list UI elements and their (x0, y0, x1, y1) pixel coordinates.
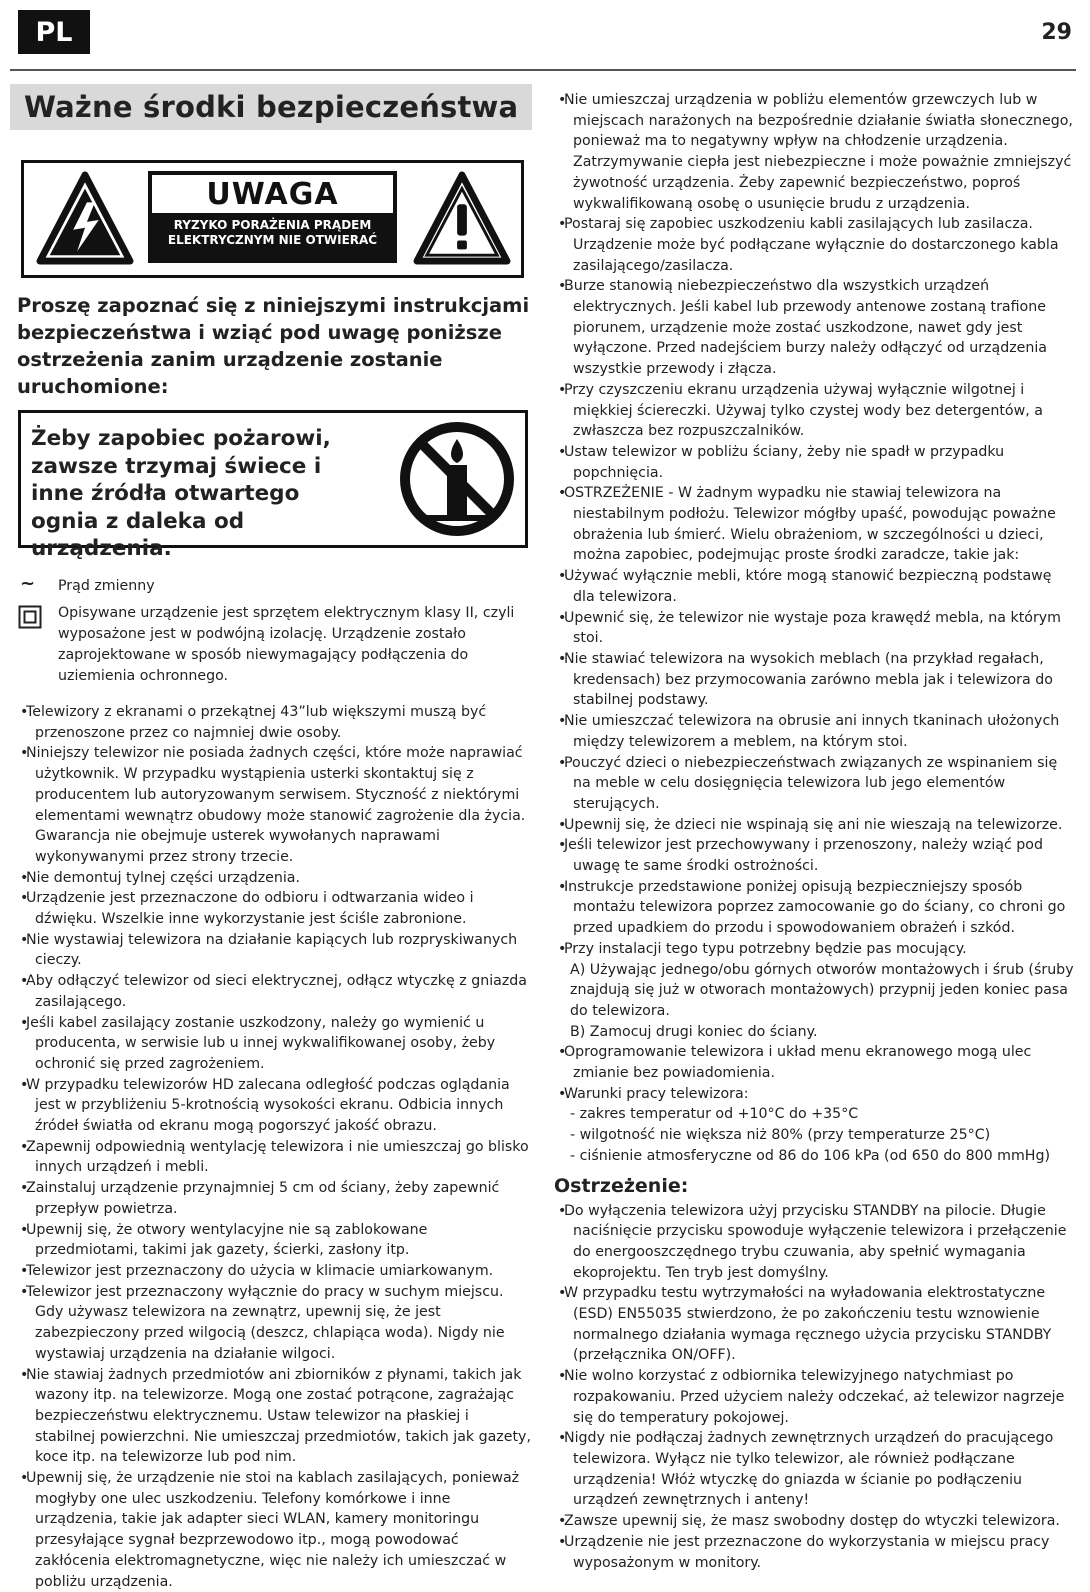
uwaga-subtitle-2: ELEKTRYCZNYM NIE OTWIERAĆ (167, 233, 378, 247)
warning-bullet: • Zawsze upewnij się, że masz swobodny dostęp do wtyczki telewizora. (554, 1511, 1074, 1532)
safety-bullet: • Jeśli telewizor jest przechowywany i przenoszony, należy wziąć pod uwagę te same środki ostrożności. (554, 835, 1074, 876)
safety-bullet: • Warunki pracy telewizora: (554, 1084, 1074, 1105)
safety-bullet: • Nie stawiać telewizora na wysokich meblach (na przykład regałach, kredensach) bez przymocowania zarówno mebla jak i telewizora do stabilnej podstawy. (554, 649, 1074, 711)
ac-symbol-row (16, 573, 532, 597)
safety-bullet: • Nie umieszczaj urządzenia w pobliżu elementów grzewczych lub w miejscach narażonych na bezpośrednie działanie światła słonecznego, ponieważ ma to negatywny wpływ na chłodzenie urządzenia. Zatrzymywanie ciepła jest niebezpieczne i może poważnie zmniejszyć żywotność urządzenia. Żeby zapewnić bezpieczeństwo, poproś wykwalifikowaną osobę o usunięcie brudu z urządzenia. (554, 90, 1074, 214)
safety-bullet: • Telewizory z ekranami o przekątnej 43”lub większymi muszą być przenoszone przez co najmniej dwie osoby. (16, 702, 532, 743)
safety-bullet: • OSTRZEŻENIE - W żadnym wypadku nie stawiaj telewizora na niestabilnym podłożu. Telewizor mógłby upaść, powodując poważne obrażenia lub śmierć. Wielu obrażeniom, w szczególności u dzieci, można zapobiec, podejmując proste środki zaradcze, takie jak: (554, 483, 1074, 566)
safety-bullet: • Nie wystawiaj telewizora na działanie kapiących lub rozpryskiwanych cieczy. (16, 930, 532, 971)
symbols-legend (16, 573, 532, 687)
uwaga-panel (148, 171, 397, 263)
left-column (10, 84, 532, 1592)
safety-bullet: • Jeśli kabel zasilający zostanie uszkodzony, należy go wymienić u producenta, w serwisie lub u innej wykwalifikowanej osoby, żeby ochronić się przed zagrożeniem. (16, 1013, 532, 1075)
warning-bullet: • Do wyłączenia telewizora użyj przycisku STANDBY na pilocie. Długie naciśnięcie przycisku spowoduje wyłączenie telewizora i przełączenie do energooszczędnego trybu czuwania, aby spełnić wymagania ekoprojektu. Ten tryb jest domyślny. (554, 1201, 1074, 1284)
safety-bullet: • Zainstaluj urządzenie przynajmniej 5 cm od ściany, żeby zapewnić przepływ powietrza. (16, 1178, 532, 1219)
safety-bullet: • Nie stawiaj żadnych przedmiotów ani zbiorników z płynami, takich jak wazony itp. na telewizorze. Mogą one zostać potrącone, zagrażając bezpieczeństwu elektrycznemu. Ustaw telewizor na płaskiej i stabilnej powierzchni. Nie umieszczaj przedmiotów, takich jak gazety, koce itp. na telewizorze lub pod nim. (16, 1365, 532, 1469)
safety-bullet: • Pouczyć dzieci o niebezpieczeństwach związanych ze wspinaniem się na meble w celu dosięgnięcia telewizora lub jego elementów sterujących. (554, 753, 1074, 815)
mounting-steps (554, 960, 1074, 1043)
safety-bullet: • Telewizor jest przeznaczony do użycia w klimacie umiarkowanym. (16, 1261, 532, 1282)
safety-bullet: • Burze stanowią niebezpieczeństwo dla wszystkich urządzeń elektrycznych. Jeśli kabel lub przewody antenowe zostaną trafione piorunem, urządzenie może zostać uszkodzone, nawet gdy jest wyłączone. Przed nadejściem burzy należy odłączyć od urządzenia wszystkie przewody i złącza. (554, 276, 1074, 380)
safety-bullet: • Instrukcje przedstawione poniżej opisują bezpieczniejszy sposób montażu telewizora poprzez zamocowanie go do ściany, co chroni go przed upadkiem do przodu i spowodowaniem obrażeń i szkód. (554, 877, 1074, 939)
right-safety-list-2 (554, 1042, 1074, 1104)
safety-bullet: • Aby odłączyć telewizor od sieci elektrycznej, odłącz wtyczkę z gniazda zasilającego. (16, 971, 532, 1012)
page-title: Ważne środki bezpieczeństwa (10, 84, 532, 130)
safety-bullet: • Ustaw telewizor w pobliżu ściany, żeby nie spadł w przypadku popchnięcia. (554, 442, 1074, 483)
safety-bullet: • Przy czyszczeniu ekranu urządzenia używaj wyłącznie wilgotnej i miękkiej ściereczki. Używaj tylko czystej wody bez detergentów, a zwłaszcza bez rozpuszczalników. (554, 380, 1074, 442)
safety-bullet: • Oprogramowanie telewizora i układ menu ekranowego mogą ulec zmianie bez powiadomienia. (554, 1042, 1074, 1083)
warning-bullet: • W przypadku testu wytrzymałości na wyładowania elektrostatyczne (ESD) EN55035 stwierdzono, że po zakończeniu testu wznowienie normalnego działania wymaga ręcznego użycia przycisku STANDBY (przełącznika ON/OFF). (554, 1283, 1074, 1366)
condition-line: - ciśnienie atmosferyczne od 86 do 106 kPa (od 650 do 800 mmHg) (570, 1147, 1051, 1164)
ac-description: Prąd zmienny (58, 578, 155, 594)
safety-bullet: • Niniejszy telewizor nie posiada żadnych części, które może naprawiać użytkownik. W przypadku wystąpienia usterki skontaktuj się z producentem lub autoryzowanym serwisem. Styczność z niektórymi elementami wewnątrz obudowy może stanowić zagrożenie dla życia. Gwarancja nie obejmuje usterek wywołanych naprawami wykonywanymi przez strony trzecie. (16, 743, 532, 867)
safety-bullet: • Telewizor jest przeznaczony wyłącznie do pracy w suchym miejscu. Gdy używasz telewizora na zewnątrz, upewnij się, że jest zabezpieczony przed wilgocią (deszcz, chlapiąca woda). Nigdy nie wystawiaj urządzenia na działanie wilgoci. (16, 1282, 532, 1365)
safety-bullet: • Nie demontuj tylnej części urządzenia. (16, 868, 532, 889)
safety-bullet: • Nie umieszczać telewizora na obrusie ani innych tkaninach ułożonych między telewizorem a meblem, na którym stoi. (554, 711, 1074, 752)
warning-list (554, 1201, 1074, 1574)
warning-bullet: • Nigdy nie podłączaj żadnych zewnętrznych urządzeń do pracującego telewizora. Wyłącz nie tylko telewizor, ale również podłączane urządzenia! Włóż wtyczkę do gniazda w ścianie po podłączeniu urządzeń zewnętrznych i anteny! (554, 1428, 1074, 1511)
right-column (554, 90, 1074, 1573)
page-number: 29 (1041, 20, 1072, 45)
safety-bullet: • Upewnij się, że otwory wentylacyjne nie są zablokowane przedmiotami, takimi jak gazety, ścierki, zasłony itp. (16, 1220, 532, 1261)
safety-bullet: • Upewnij się, że dzieci nie wspinają się ani nie wieszają na telewizorze. (554, 815, 1074, 836)
exclamation-warning-icon (413, 171, 511, 265)
safety-bullet: • Upewnij się, że urządzenie nie stoi na kablach zasilających, ponieważ mogłyby one ulec uszkodzeniu. Telefony komórkowe i inne urządzenia, takie jak adapter sieci WLAN, kamery monitoringu przesyłające sygnał bezprzewodowo itp., mogą powodować zakłócenia elektromagnetyczne, więc nie należy ich umieszczać w pobliżu urządzenia. (16, 1468, 532, 1592)
no-open-flame-icon (397, 419, 517, 539)
warning-heading: Ostrzeżenie: (554, 1174, 689, 1197)
alternating-current-icon: ~ (20, 573, 36, 594)
safety-bullet: • Zapewnij odpowiednią wentylację telewizora i nie umieszczaj go blisko innych urządzeń i mebli. (16, 1137, 532, 1178)
language-badge: PL (18, 10, 90, 54)
warning-bullet: • Nie wolno korzystać z odbiornika telewizyjnego natychmiast po rozpakowaniu. Przed użyciem należy odczekać, aż telewizor nagrzeje się do temperatury pokojowej. (554, 1366, 1074, 1428)
safety-bullet: • W przypadku telewizorów HD zalecana odległość podczas oglądania jest w przybliżeniu 5-krotnością wysokości ekranu. Odbicia innych źródeł światła od ekranu mogą pogorszyć jakość obrazu. (16, 1075, 532, 1137)
safety-bullet: • Upewnić się, że telewizor nie wystaje poza krawędź mebla, na którym stoi. (554, 608, 1074, 649)
double-insulation-icon (18, 605, 42, 629)
uwaga-heading: UWAGA (152, 175, 393, 213)
high-voltage-warning-icon (36, 171, 134, 265)
safety-bullet: • Przy instalacji tego typu potrzebny będzie pas mocujący. (554, 939, 1074, 960)
left-safety-list (16, 702, 532, 1592)
class2-symbol-row (16, 603, 532, 687)
warning-bullet: • Urządzenie nie jest przeznaczone do wykorzystania w miejscu pracy wyposażonym w monitory. (554, 1532, 1074, 1573)
right-safety-list (554, 90, 1074, 960)
condition-line: - zakres temperatur od +10°C do +35°C (570, 1106, 859, 1123)
intro-text: Proszę zapoznać się z niniejszymi instrukcjami bezpieczeństwa i wziąć pod uwagę poniższe ostrzeżenia zanim urządzenie zostanie uruchomione: (17, 294, 530, 398)
safety-bullet: • Postaraj się zapobiec uszkodzeniu kabli zasilających lub zasilacza. Urządzenie może być podłączane wyłącznie do dostarczonego kabla zasilającego/zasilacza. (554, 214, 1074, 276)
safety-bullet: • Używać wyłącznie mebli, które mogą stanowić bezpieczną podstawę dla telewizora. (554, 566, 1074, 607)
condition-line: - wilgotność nie większa niż 80% (przy temperaturze 25°C) (570, 1127, 991, 1144)
class2-description: Opisywane urządzenie jest sprzętem elektrycznym klasy II, czyli wyposażone jest w podwójną izolację. Urządzenie zostało zaprojektowane w sposób niewymagający podłączenia do uziemienia ochronnego. (58, 605, 515, 684)
mounting-step: B) Zamocuj drugi koniec do ściany. (570, 1023, 818, 1040)
header-rule (10, 69, 1076, 71)
fire-warning-text: Żeby zapobiec pożarowi, zawsze trzymaj świece i inne źródła otwartego ognia z daleka od urządzenia. (31, 426, 331, 561)
operating-conditions (554, 1104, 1074, 1166)
uwaga-subtitle-1: RYZYKO PORAŻENIA PRĄDEM (173, 218, 372, 232)
electric-shock-warning-box (21, 160, 524, 278)
safety-bullet: • Urządzenie jest przeznaczone do odbioru i odtwarzania wideo i dźwięku. Wszelkie inne wykorzystanie jest ściśle zabronione. (16, 888, 532, 929)
fire-warning-box (18, 410, 528, 561)
mounting-step: A) Używając jednego/obu górnych otworów montażowych i śrub (śruby znajdują się już w otworach montażowych) przypnij jeden koniec pasa do telewizora. (570, 961, 1074, 1019)
